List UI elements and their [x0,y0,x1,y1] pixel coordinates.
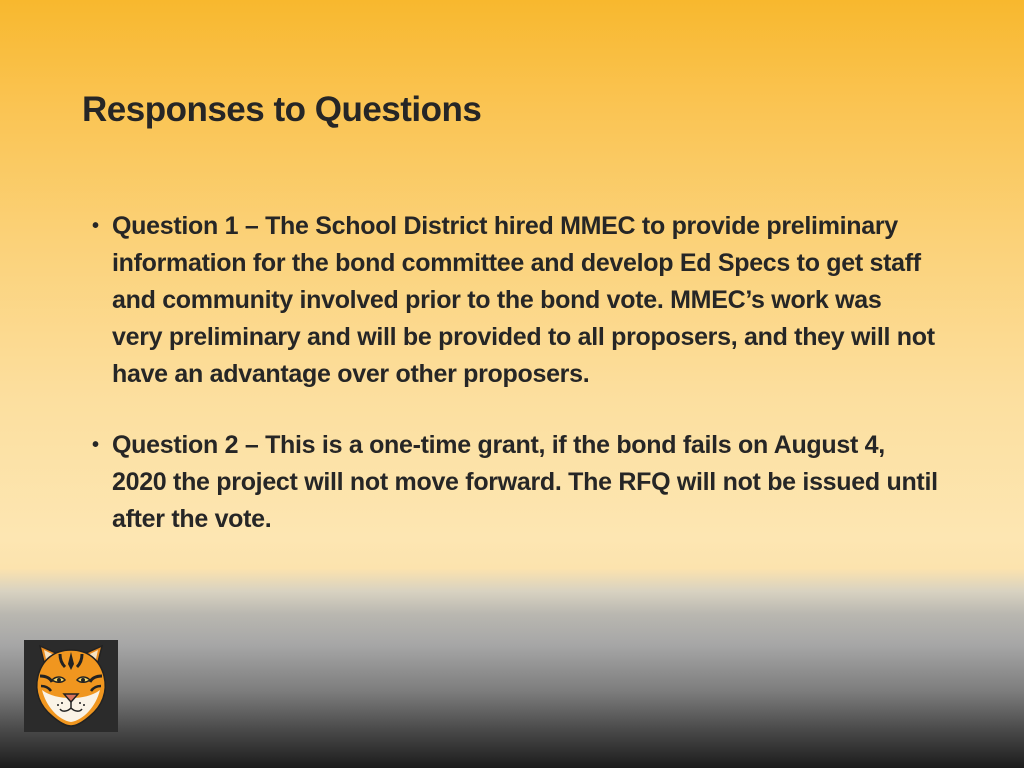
bullet-list [88,208,938,538]
tiger-head-icon [24,640,118,732]
bullet-text: Question 2 – This is a one-time grant, if the bond fails on August 4, 2020 the project will not move forward. The RFQ will not be issued until after the vote. [112,431,938,533]
bullet-text: Question 1 – The School District hired MMEC to provide preliminary information for the bond committee and develop Ed Specs to get staff and community involved prior to the bond vote. MMEC’s work was very preliminary and will be provided to all proposers, and they will not have an advantage over other proposers. [112,212,935,388]
bullet-icon: • [92,215,99,237]
tiger-logo [24,640,118,732]
slide-title: Responses to Questions [82,90,482,129]
bullet-item [88,427,938,538]
bullet-icon: • [92,434,99,456]
bullet-item [88,208,938,393]
